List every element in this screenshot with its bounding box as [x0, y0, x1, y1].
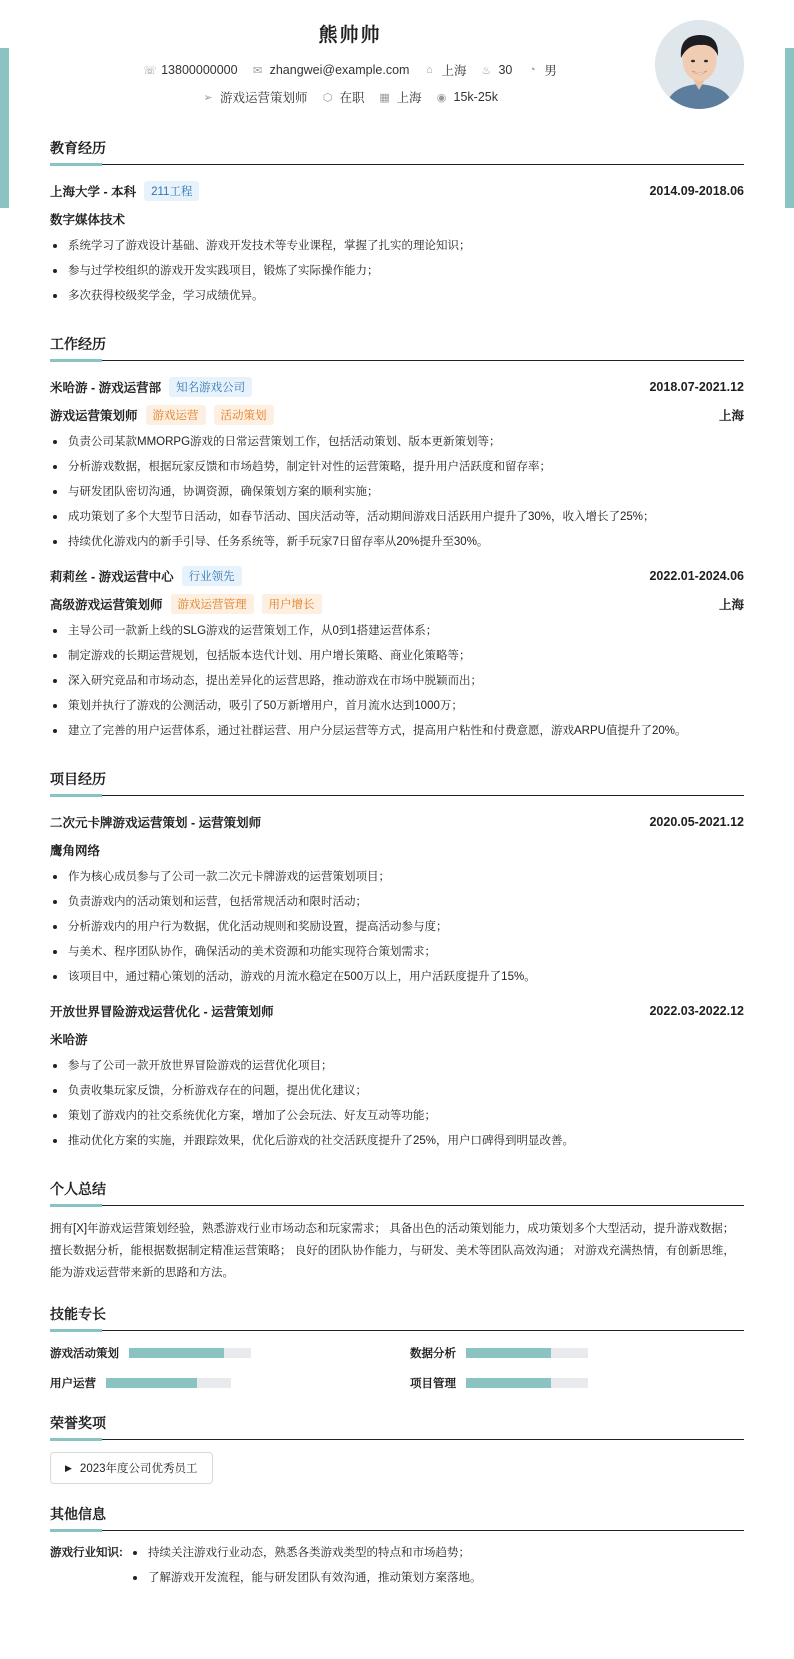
- list-item: 参与了公司一款开放世界冒险游戏的运营优化项目；: [50, 1058, 744, 1074]
- list-item: 该项目中，通过精心策划的活动，游戏的月流水稳定在500万以上，用户活跃度提升了15%。: [50, 969, 744, 985]
- project-entry: [50, 1001, 744, 1149]
- right-accent-bar: [785, 48, 794, 208]
- home-icon: ⌂: [426, 64, 433, 76]
- gender-icon: ◔: [529, 64, 536, 76]
- education-entry: [50, 181, 744, 304]
- list-item: 多次获得校级奖学金，学习成绩优异。: [50, 288, 744, 304]
- list-item: 了解游戏开发流程，能与研发团队有效沟通，推动策划方案落地。: [130, 1570, 482, 1586]
- list-item: 分析游戏内的用户行为数据，优化活动规则和奖励设置，提高活动参与度；: [50, 919, 744, 935]
- other-section: [50, 1504, 744, 1586]
- role-name: 游戏运营策划师: [50, 409, 138, 423]
- caret-right-icon: ▶: [65, 1462, 72, 1473]
- list-item: 负责游戏内的活动策划和运营，包括常规活动和限时活动；: [50, 894, 744, 910]
- bullet-list: [130, 1545, 482, 1586]
- project-name: 开放世界冒险游戏运营优化 - 运营策划师: [50, 1005, 274, 1019]
- major-name: 数字媒体技术: [50, 213, 126, 227]
- entry-subheader: [50, 840, 744, 860]
- role-tag: 游戏运营: [146, 405, 206, 425]
- list-item: 与美术、程序团队协作，确保活动的美术资源和功能实现符合策划需求；: [50, 944, 744, 960]
- other-label: 游戏行业知识:: [50, 1547, 123, 1559]
- status-info: ⬡ 在职: [322, 91, 365, 105]
- skill-fill: [466, 1348, 551, 1358]
- list-item: 持续优化游戏内的新手引导、任务系统等，新手玩家7日留存率从20%提升至30%。: [50, 534, 744, 550]
- email-info: ✉ zhangwei@example.com: [252, 63, 410, 77]
- candidate-name: 熊帅帅: [318, 25, 382, 46]
- age-info: ♨ 30: [481, 63, 513, 77]
- bullet-list: [50, 434, 744, 550]
- skill-fill: [106, 1378, 197, 1388]
- position-info: ➢ 游戏运营策划师: [203, 91, 308, 105]
- project-section: [50, 769, 744, 1149]
- entry-subheader: [50, 209, 744, 229]
- entry-date: 2014.09-2018.06: [649, 184, 744, 198]
- list-item: 成功策划了多个大型节日活动，如春节活动、国庆活动等，活动期间游戏日活跃用户提升了30%，收入增长了25%；: [50, 509, 744, 525]
- section-title: 其他信息: [50, 1504, 744, 1531]
- list-item: 负责收集玩家反馈，分析游戏存在的问题，提出优化建议；: [50, 1083, 744, 1099]
- section-title: 荣誉奖项: [50, 1413, 744, 1440]
- list-item: 参与过学校组织的游戏开发实践项目，锻炼了实际操作能力；: [50, 263, 744, 279]
- work-location: 上海: [718, 598, 744, 612]
- list-item: 分析游戏数据，根据玩家反馈和市场趋势，制定针对性的运营策略，提升用户活跃度和留存率；: [50, 459, 744, 475]
- left-accent-bar: [0, 48, 9, 208]
- avatar-portrait-icon: [655, 20, 744, 109]
- summary-section: [50, 1179, 744, 1284]
- awards-section: [50, 1413, 744, 1484]
- entry-header: [50, 1001, 744, 1021]
- role-tag: 游戏运营管理: [171, 594, 254, 614]
- send-icon: ➢: [203, 91, 213, 104]
- work-section: [50, 334, 744, 739]
- list-item: 作为核心成员参与了公司一款二次元卡牌游戏的运营策划项目；: [50, 869, 744, 885]
- skill-name: 数据分析: [410, 1348, 456, 1360]
- summary-text: 拥有[X]年游戏运营策划经验，熟悉游戏行业市场动态和玩家需求； 具备出色的活动策划能力，成功策划多个大型活动，提升游戏数据； 擅长数据分析，能根据数据制定精准运营策略； 良好的团队协作能力，与研发、美术等团队高效沟通； 对游戏充满热情，有创新思维，能为游戏运营带来新的思路和方法。: [50, 1223, 735, 1279]
- role-tag: 活动策划: [214, 405, 274, 425]
- company-name: 米哈游 - 游戏运营部: [50, 381, 162, 395]
- gender-info: ◔ 男: [526, 61, 557, 79]
- entry-subheader: [50, 594, 744, 614]
- building-icon: ▦: [379, 91, 390, 104]
- skill-name: 用户运营: [50, 1378, 96, 1390]
- other-info: [50, 1545, 744, 1586]
- section-title: 教育经历: [50, 138, 744, 165]
- bullet-list: [50, 869, 744, 985]
- skill-bar: [466, 1348, 588, 1358]
- entry-header: [50, 812, 744, 832]
- work-location: 上海: [718, 409, 744, 423]
- section-title: 个人总结: [50, 1179, 744, 1206]
- city-info: ⌂ 上海: [423, 61, 466, 79]
- cake-icon: ♨: [481, 64, 492, 77]
- list-item: 主导公司一款新上线的SLG游戏的运营策划工作，从0到1搭建运营体系；: [50, 623, 744, 639]
- entry-subheader: [50, 1029, 744, 1049]
- education-section: [50, 138, 744, 304]
- bullet-list: [50, 238, 744, 304]
- contact-row: [50, 61, 650, 79]
- skill-item: [410, 1375, 744, 1391]
- entry-date: 2020.05-2021.12: [649, 815, 744, 829]
- skill-bar: [466, 1378, 588, 1388]
- entry-date: 2022.01-2024.06: [649, 569, 744, 583]
- skill-name: 游戏活动策划: [50, 1348, 119, 1360]
- list-item: 策划并执行了游戏的公测活动，吸引了50万新增用户，首月流水达到1000万；: [50, 698, 744, 714]
- resume-header: [50, 0, 744, 120]
- bullet-list: [50, 623, 744, 739]
- project-org: 米哈游: [50, 1033, 88, 1047]
- list-item: 与研发团队密切沟通，协调资源，确保策划方案的顺利实施；: [50, 484, 744, 500]
- skill-bar: [106, 1378, 231, 1388]
- section-title: 工作经历: [50, 334, 744, 361]
- status-icon: ⬡: [322, 91, 333, 104]
- list-item: 制定游戏的长期运营规划，包括版本迭代计划、用户增长策略、商业化策略等；: [50, 648, 744, 664]
- entry-subheader: [50, 405, 744, 425]
- entry-header: [50, 566, 744, 586]
- skill-item: [50, 1345, 384, 1361]
- money-icon: ◉: [436, 91, 447, 104]
- school-name: 上海大学 - 本科: [50, 185, 137, 199]
- award-name: 2023年度公司优秀员工: [79, 1463, 198, 1475]
- list-item: 持续关注游戏行业动态，熟悉各类游戏类型的特点和市场趋势；: [130, 1545, 482, 1561]
- role-tag: 用户增长: [262, 594, 322, 614]
- list-item: 负责公司某款MMORPG游戏的日常运营策划工作，包括活动策划、版本更新策划等；: [50, 434, 744, 450]
- section-title: 项目经历: [50, 769, 744, 796]
- skill-fill: [129, 1348, 224, 1358]
- phone-info: ☏ 13800000000: [143, 63, 238, 77]
- resume-page: [50, 0, 744, 1586]
- list-item: 推动优化方案的实施，并跟踪效果，优化后游戏的社交活跃度提升了25%，用户口碑得到明显改善。: [50, 1133, 744, 1149]
- avatar: [655, 20, 744, 109]
- entry-date: 2018.07-2021.12: [649, 380, 744, 394]
- award-chip: [50, 1452, 213, 1484]
- skill-name: 项目管理: [410, 1378, 456, 1390]
- skills-grid: [50, 1345, 744, 1391]
- section-title: 技能专长: [50, 1304, 744, 1331]
- entry-header: [50, 377, 744, 397]
- school-tag: 211工程: [144, 181, 199, 201]
- skills-section: [50, 1304, 744, 1391]
- project-org: 鹰角网络: [50, 844, 101, 858]
- skill-item: [410, 1345, 744, 1361]
- project-entry: [50, 812, 744, 985]
- work-entry: [50, 566, 744, 739]
- work-entry: [50, 377, 744, 550]
- list-item: 深入研究竞品和市场动态，提出差异化的运营思路，推动游戏在市场中脱颖而出；: [50, 673, 744, 689]
- company-tag: 知名游戏公司: [169, 377, 252, 397]
- list-item: 系统学习了游戏设计基础、游戏开发技术等专业课程，掌握了扎实的理论知识；: [50, 238, 744, 254]
- phone-icon: ☏: [143, 64, 157, 77]
- mail-icon: ✉: [252, 64, 263, 77]
- salary-info: ◉ 15k-25k: [436, 90, 499, 104]
- skill-item: [50, 1375, 384, 1391]
- job-intent-row: [50, 88, 650, 106]
- company-name: 莉莉丝 - 游戏运营中心: [50, 570, 174, 584]
- entry-date: 2022.03-2022.12: [649, 1004, 744, 1018]
- entry-header: [50, 181, 744, 201]
- role-name: 高级游戏运营策划师: [50, 598, 163, 612]
- list-item: 策划了游戏内的社交系统优化方案，增加了公会玩法、好友互动等功能；: [50, 1108, 744, 1124]
- project-name: 二次元卡牌游戏运营策划 - 运营策划师: [50, 816, 262, 830]
- target-city-info: ▦ 上海: [379, 91, 422, 105]
- skill-bar: [129, 1348, 251, 1358]
- bullet-list: [50, 1058, 744, 1149]
- company-tag: 行业领先: [182, 566, 242, 586]
- skill-fill: [466, 1378, 551, 1388]
- list-item: 建立了完善的用户运营体系，通过社群运营、用户分层运营等方式，提高用户粘性和付费意愿，游戏ARPU值提升了20%。: [50, 723, 744, 739]
